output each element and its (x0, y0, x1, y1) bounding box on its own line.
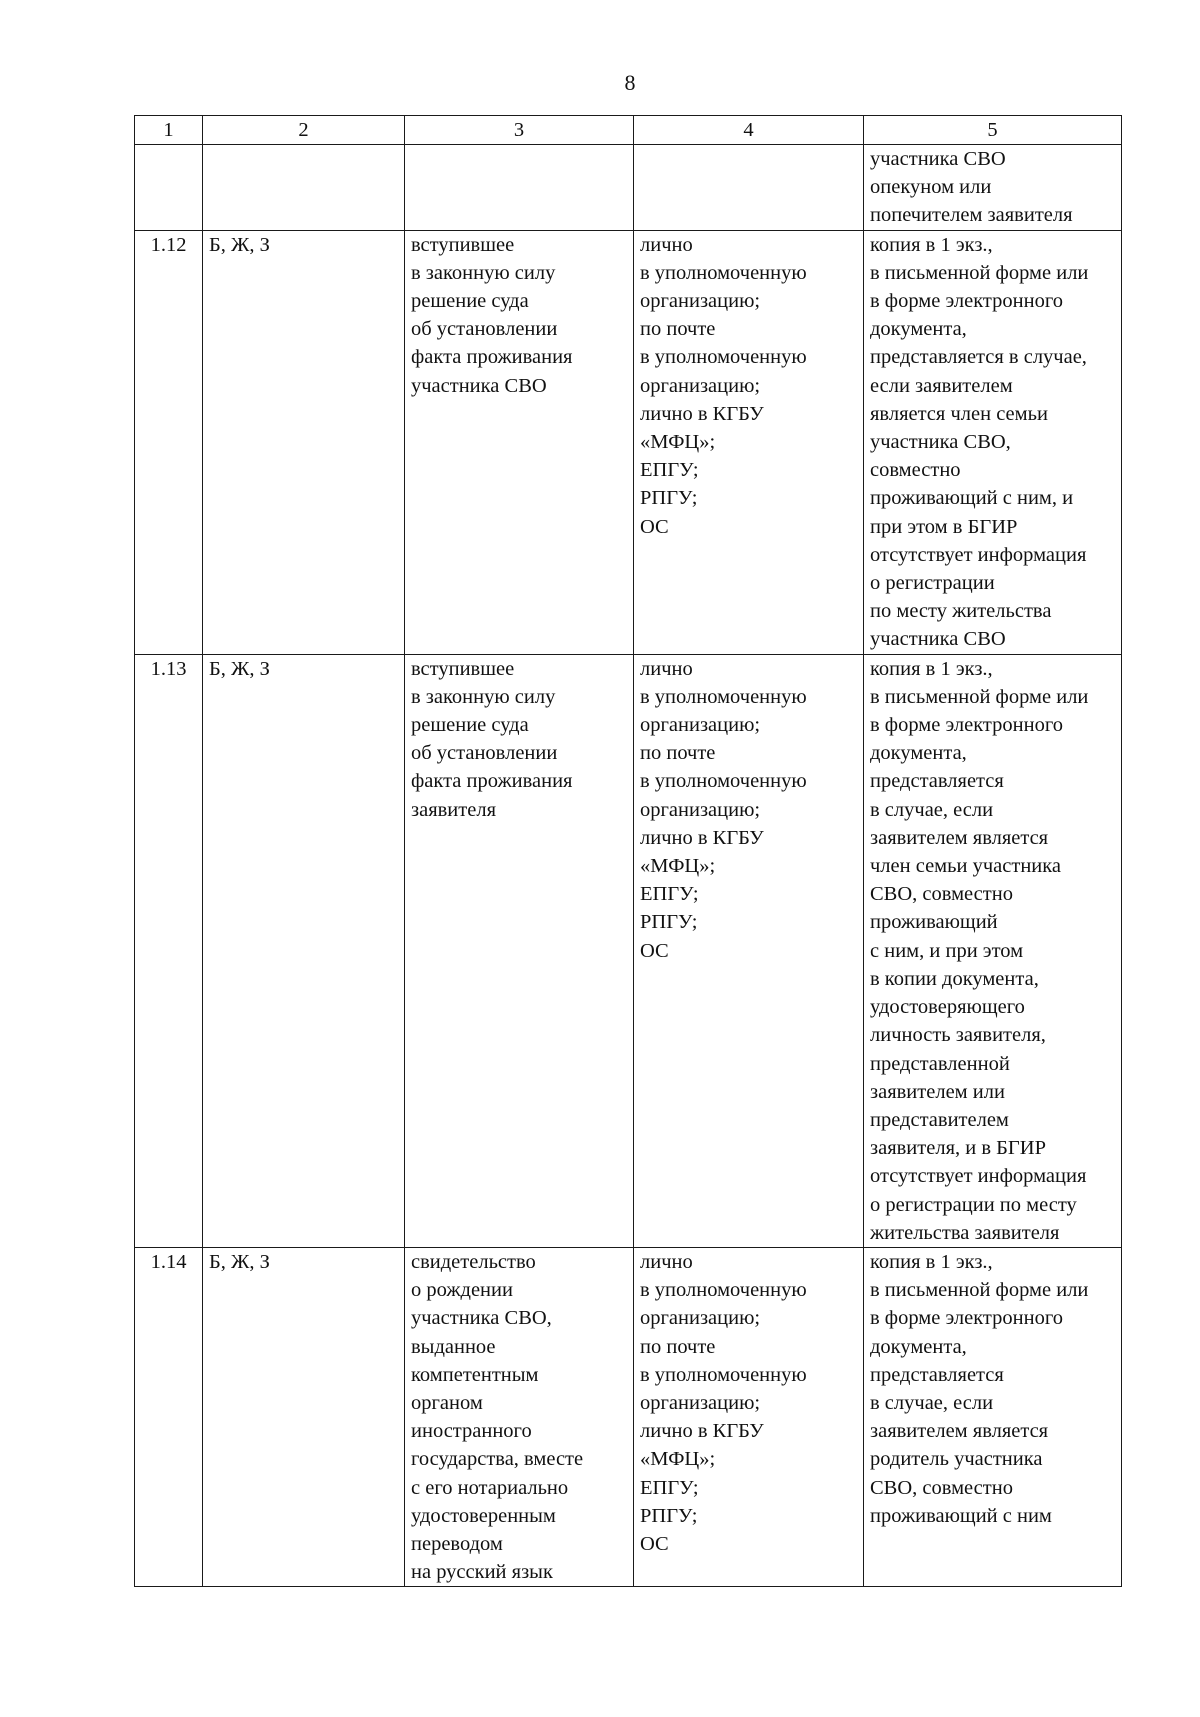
row-number-cell: 1.14 (135, 1247, 203, 1586)
note-cell: копия в 1 экз., в письменной форме или в форме электронного документа, представляется в случае, если заявителем является член семьи участника СВО, совместно проживающий с ним, и при этом в БГИР отсутствует информация о регистрации по месту жительства участника СВО (864, 230, 1122, 654)
column-header-1: 1 (135, 116, 203, 145)
table-header-row (135, 116, 1122, 145)
category-codes-cell: Б, Ж, З (203, 230, 405, 654)
document-name-cell: свидетельство о рождении участника СВО, выданное компетентным органом иностранного государства, вместе с его нотариально удостоверенным переводом на русский язык (405, 1247, 634, 1586)
submission-method-cell: лично в уполномоченную организацию; по почте в уполномоченную организацию; лично в КГБУ «МФЦ»; ЕПГУ; РПГУ; ОС (634, 1247, 864, 1586)
row-number-cell: 1.13 (135, 654, 203, 1247)
row-number-cell (135, 145, 203, 231)
submission-method-cell: лично в уполномоченную организацию; по почте в уполномоченную организацию; лично в КГБУ «МФЦ»; ЕПГУ; РПГУ; ОС (634, 654, 864, 1247)
table-row (135, 145, 1122, 231)
submission-method-cell (634, 145, 864, 231)
table-row (135, 230, 1122, 654)
category-codes-cell (203, 145, 405, 231)
documents-table (134, 115, 1122, 1587)
note-cell: копия в 1 экз., в письменной форме или в форме электронного документа, представляется в случае, если заявителем является член семьи участника СВО, совместно проживающий с ним, и при этом в копии документа, удостоверяющего личность заявителя, представленной заявителем или представителем заявителя, и в БГИР отсутствует информация о регистрации по месту жительства заявителя (864, 654, 1122, 1247)
table-row (135, 654, 1122, 1247)
table-row (135, 1247, 1122, 1586)
column-header-4: 4 (634, 116, 864, 145)
note-cell: копия в 1 экз., в письменной форме или в форме электронного документа, представляется в случае, если заявителем является родитель участника СВО, совместно проживающий с ним (864, 1247, 1122, 1586)
page-number: 8 (624, 70, 636, 95)
column-header-2: 2 (203, 116, 405, 145)
note-cell: участника СВО опекуном или попечителем заявителя (864, 145, 1122, 231)
row-number-cell: 1.12 (135, 230, 203, 654)
category-codes-cell: Б, Ж, З (203, 1247, 405, 1586)
category-codes-cell: Б, Ж, З (203, 654, 405, 1247)
column-header-5: 5 (864, 116, 1122, 145)
submission-method-cell: лично в уполномоченную организацию; по почте в уполномоченную организацию; лично в КГБУ «МФЦ»; ЕПГУ; РПГУ; ОС (634, 230, 864, 654)
document-name-cell: вступившее в законную силу решение суда об установлении факта проживания участника СВО (405, 230, 634, 654)
column-header-3: 3 (405, 116, 634, 145)
document-name-cell (405, 145, 634, 231)
document-name-cell: вступившее в законную силу решение суда об установлении факта проживания заявителя (405, 654, 634, 1247)
